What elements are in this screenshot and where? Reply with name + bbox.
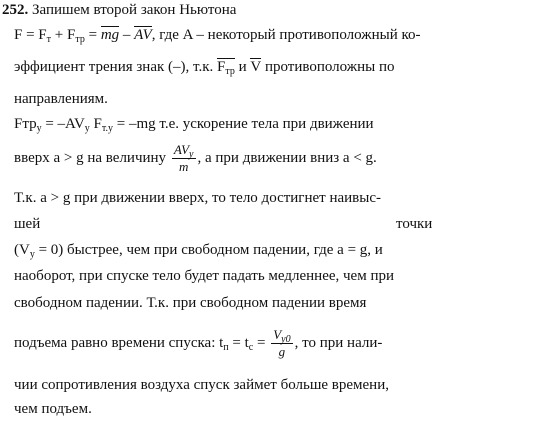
text-line-10: свободном падении. Т.к. при свободном падении время — [14, 295, 367, 311]
text-segment: – — [119, 27, 135, 43]
subscript: тр — [225, 66, 235, 77]
subscript: с — [248, 341, 254, 353]
text-segment: , то при нали- — [294, 334, 383, 351]
text-segment: = 0) быстрее, чем при свободном падении, где a = g, и — [34, 242, 383, 258]
text-segment: F = F — [14, 27, 47, 43]
fraction-denominator: m — [178, 159, 189, 174]
text-segment: = –mg т.е. ускорение тела при движении — [113, 116, 374, 132]
text-segment: + F — [51, 27, 76, 43]
text-segment: подъема равно времени спуска: t — [14, 334, 224, 351]
text-line-7-right: точки — [396, 216, 433, 232]
fraction-denominator: g — [278, 344, 286, 359]
text-segment: = –AV — [41, 116, 85, 132]
subscript: т.y — [101, 123, 114, 134]
text-line-7-left: шей — [14, 216, 41, 232]
text-segment: = — [253, 334, 270, 351]
text-line-8 — [14, 242, 383, 259]
vector-v: V — [250, 59, 262, 75]
text-line-5 — [14, 143, 377, 174]
text-segment: = t — [228, 334, 249, 351]
text-line-6: Т.к. a > g при движении вверх, то тело достигнет наивыс- — [14, 190, 381, 206]
subscript: y — [36, 123, 42, 134]
text-segment: , где A – некоторый противоположный ко- — [151, 27, 421, 43]
text-segment: = — [84, 27, 101, 43]
vector-f-tr — [217, 58, 235, 75]
fraction-av-over-m — [172, 143, 196, 174]
subscript: y0 — [281, 334, 291, 345]
numerator-text: AV — [173, 142, 190, 157]
vector-mg: mg — [100, 27, 120, 43]
text-segment: (V — [14, 242, 30, 258]
vector-symbol: F — [216, 59, 226, 75]
text-segment: противоположны по — [261, 59, 395, 75]
text-segment: вверх a > g на величину — [14, 149, 170, 166]
text-line-2 — [14, 58, 395, 76]
numerator-text: V — [273, 327, 282, 342]
subscript: т — [46, 34, 52, 45]
fraction-v-over-g — [271, 328, 292, 359]
text-segment: F — [89, 116, 102, 132]
subscript: y — [29, 249, 35, 260]
fraction-numerator — [271, 328, 292, 344]
text-line-13: чем подъем. — [14, 401, 92, 417]
equation-line-11 — [14, 328, 382, 359]
problem-heading-line — [2, 2, 236, 19]
equation-line-1 — [14, 26, 421, 44]
problem-number: 252. — [2, 2, 29, 18]
subscript: тр — [75, 34, 85, 45]
text-segment: , а при движении вниз a < g. — [197, 149, 377, 166]
fraction-numerator — [172, 143, 196, 159]
text-segment: Fтр — [14, 116, 37, 132]
problem-heading: Запишем второй закон Ньютона — [32, 2, 237, 18]
subscript: y — [189, 149, 194, 160]
vector-av: AV — [134, 27, 152, 43]
text-segment: и — [234, 59, 251, 75]
subscript: y — [84, 123, 90, 134]
equation-line-4 — [14, 116, 374, 133]
text-line-12: чии сопротивления воздуха спуск займет больше времени, — [14, 377, 389, 393]
text-segment: эффициент трения знак (–), т.к. — [14, 59, 217, 75]
text-line-3: направлениям. — [14, 91, 108, 107]
subscript: п — [223, 341, 229, 353]
text-line-9: наоборот, при спуске тело будет падать медленнее, чем при — [14, 268, 395, 284]
